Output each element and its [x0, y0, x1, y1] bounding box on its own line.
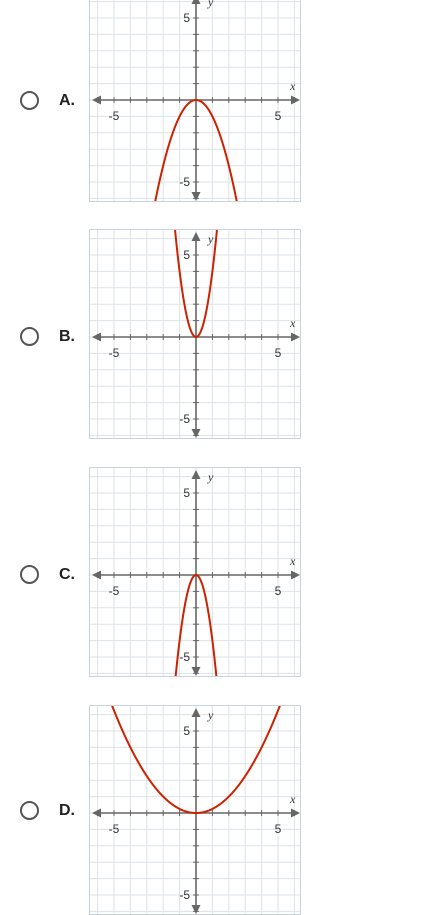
x-axis-arrow-right: [291, 96, 300, 105]
y-pos-tick-label: 5: [183, 724, 190, 738]
option-d-label: D.: [59, 802, 75, 819]
y-axis-label: y: [208, 708, 214, 722]
y-axis-arrow-up: [192, 470, 201, 479]
option-a-graph: [89, 0, 301, 202]
x-axis-arrow-left: [92, 96, 101, 105]
y-pos-tick-label: 5: [183, 11, 190, 25]
option-d-radio[interactable]: [20, 801, 39, 820]
y-pos-tick-label: 5: [183, 486, 190, 500]
x-axis-arrow-right: [291, 809, 300, 818]
option-b-plot: [90, 230, 301, 439]
x-pos-tick-label: 5: [274, 822, 282, 836]
x-neg-tick-label: -5: [108, 109, 120, 123]
x-axis-arrow-right: [291, 333, 300, 342]
option-c-radio[interactable]: [20, 565, 39, 584]
option-c-graph: [89, 467, 301, 677]
option-d: [0, 705, 443, 902]
y-neg-tick-label: -5: [179, 888, 190, 902]
x-pos-tick-label: 5: [274, 346, 282, 360]
option-d-plot: [90, 706, 301, 915]
y-axis-label: y: [208, 232, 214, 246]
option-c: [0, 467, 443, 687]
option-a-label: A.: [59, 92, 75, 109]
option-b-graph: [89, 229, 301, 439]
y-axis-label: y: [208, 470, 214, 484]
option-b-radio[interactable]: [20, 327, 39, 346]
option-a: [0, 0, 443, 212]
option-a-radio[interactable]: [20, 91, 39, 110]
x-pos-tick-label: 5: [274, 109, 282, 123]
y-axis-arrow-down: [192, 905, 201, 914]
y-neg-tick-label: -5: [179, 175, 190, 189]
y-axis-arrow-down: [192, 667, 201, 676]
x-pos-tick-label: 5: [274, 584, 282, 598]
option-d-graph: [89, 705, 301, 915]
x-neg-tick-label: -5: [108, 346, 120, 360]
x-axis-arrow-right: [291, 571, 300, 580]
x-axis-arrow-left: [92, 571, 101, 580]
x-neg-tick-label: -5: [108, 584, 120, 598]
x-axis-arrow-left: [92, 333, 101, 342]
option-b-label: B.: [59, 328, 75, 345]
option-c-label: C.: [59, 566, 75, 583]
x-neg-tick-label: -5: [108, 822, 120, 836]
axes: [92, 470, 300, 676]
y-axis-arrow-up: [192, 232, 201, 241]
x-axis-arrow-left: [92, 809, 101, 818]
option-b: [0, 229, 443, 449]
y-axis-label: y: [208, 0, 214, 9]
axes: [92, 708, 300, 914]
y-axis-arrow-down: [192, 429, 201, 438]
y-neg-tick-label: -5: [179, 412, 190, 426]
y-neg-tick-label: -5: [179, 650, 190, 664]
y-axis-arrow-down: [192, 192, 201, 201]
x-axis-label: x: [290, 316, 296, 330]
option-c-plot: [90, 468, 301, 677]
axes: [92, 232, 300, 438]
option-a-plot: [90, 0, 301, 202]
y-pos-tick-label: 5: [183, 248, 190, 262]
x-axis-label: x: [290, 792, 296, 806]
x-axis-label: x: [290, 554, 296, 568]
x-axis-label: x: [290, 79, 296, 93]
y-axis-arrow-up: [192, 708, 201, 717]
